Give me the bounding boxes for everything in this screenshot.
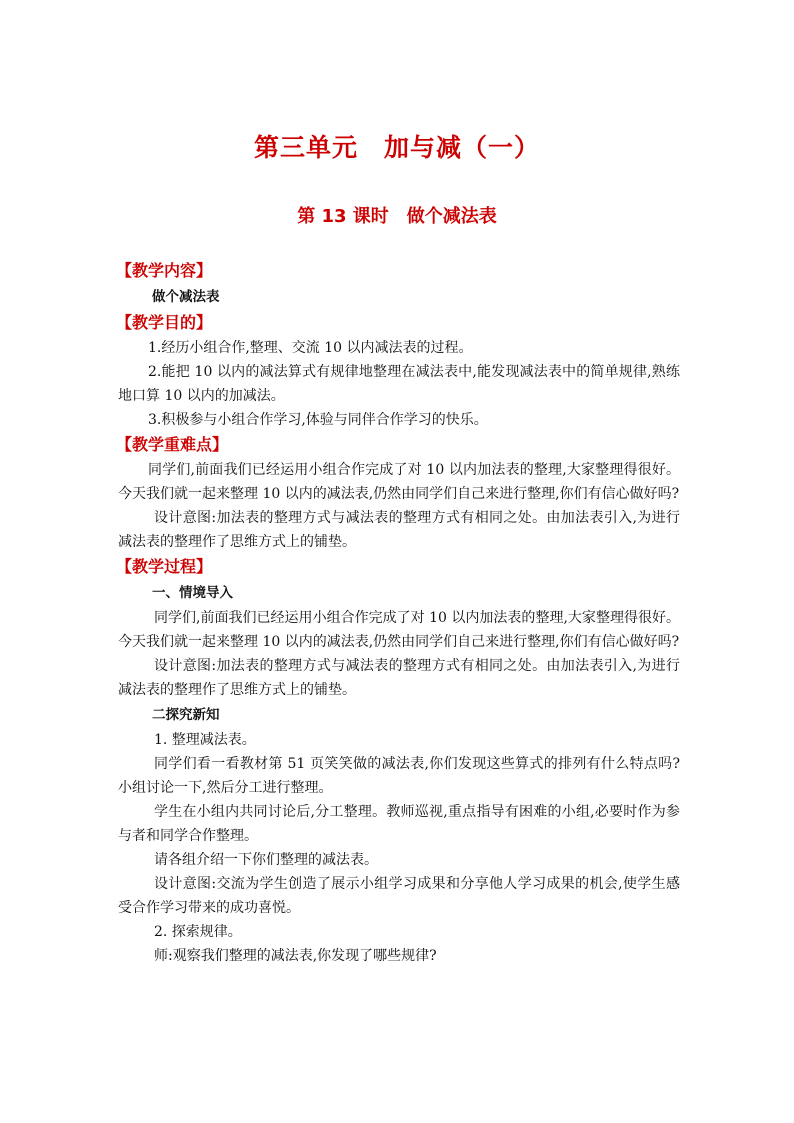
paragraph: 学生在小组内共同讨论后,分工整理。教师巡视,重点指导有困难的小组,必要时作为参与者和同学合作整理。: [118, 804, 680, 844]
unit-title: 第三单元 加与减（一）: [253, 133, 540, 162]
lesson-title: 第 13 课时 做个减法表: [297, 206, 497, 227]
section-heading-content: 【教学内容】: [116, 261, 213, 280]
goal-item: 2.能把 10 以内的减法算式有规律地整理在减法表中,能发现减法表中的简单规律,熟练地口算 10 以内的加减法。: [118, 364, 680, 404]
paragraph: 同学们看一看教材第 51 页笑笑做的减法表,你们发现这些算式的排列有什么特点吗?小组讨论一下,然后分工进行整理。: [118, 756, 680, 796]
part-title: 一、情境导入: [152, 585, 233, 601]
step-title: 2. 探索规律。: [154, 924, 242, 940]
section-heading-process: 【教学过程】: [116, 557, 213, 576]
part-title: 二探究新知: [152, 707, 220, 723]
section-heading-key-points: 【教学重难点】: [116, 435, 229, 454]
content-subtitle: 做个减法表: [152, 289, 220, 305]
paragraph: 请各组介绍一下你们整理的减法表。: [154, 852, 378, 868]
step-title: 1. 整理减法表。: [154, 732, 256, 748]
paragraph: 同学们,前面我们已经运用小组合作完成了对 10 以内加法表的整理,大家整理得很好。今天我们就一起来整理 10 以内的减法表,仍然由同学们自己来进行整理,你们有信心做好吗?: [118, 610, 680, 650]
goal-item: 1.经历小组合作,整理、交流 10 以内减法表的过程。: [148, 340, 473, 356]
goal-item: 3.积极参与小组合作学习,体验与同伴合作学习的快乐。: [148, 412, 488, 428]
section-heading-goals: 【教学目的】: [116, 313, 213, 332]
paragraph: 师:观察我们整理的减法表,你发现了哪些规律?: [154, 948, 437, 964]
design-intent-paragraph: 设计意图:加法表的整理方式与减法表的整理方式有相同之处。由加法表引入,为进行减法表的整理作了思维方式上的铺垫。: [118, 658, 680, 698]
paragraph: 同学们,前面我们已经运用小组合作完成了对 10 以内加法表的整理,大家整理得很好。今天我们就一起来整理 10 以内的减法表,仍然由同学们自己来进行整理,你们有信心做好吗?: [118, 462, 680, 502]
design-intent-paragraph: 设计意图:交流为学生创造了展示小组学习成果和分享他人学习成果的机会,使学生感受合作学习带来的成功喜悦。: [118, 876, 680, 916]
design-intent-paragraph: 设计意图:加法表的整理方式与减法表的整理方式有相同之处。由加法表引入,为进行减法表的整理作了思维方式上的铺垫。: [118, 510, 680, 550]
lesson-body: [118, 258, 680, 968]
